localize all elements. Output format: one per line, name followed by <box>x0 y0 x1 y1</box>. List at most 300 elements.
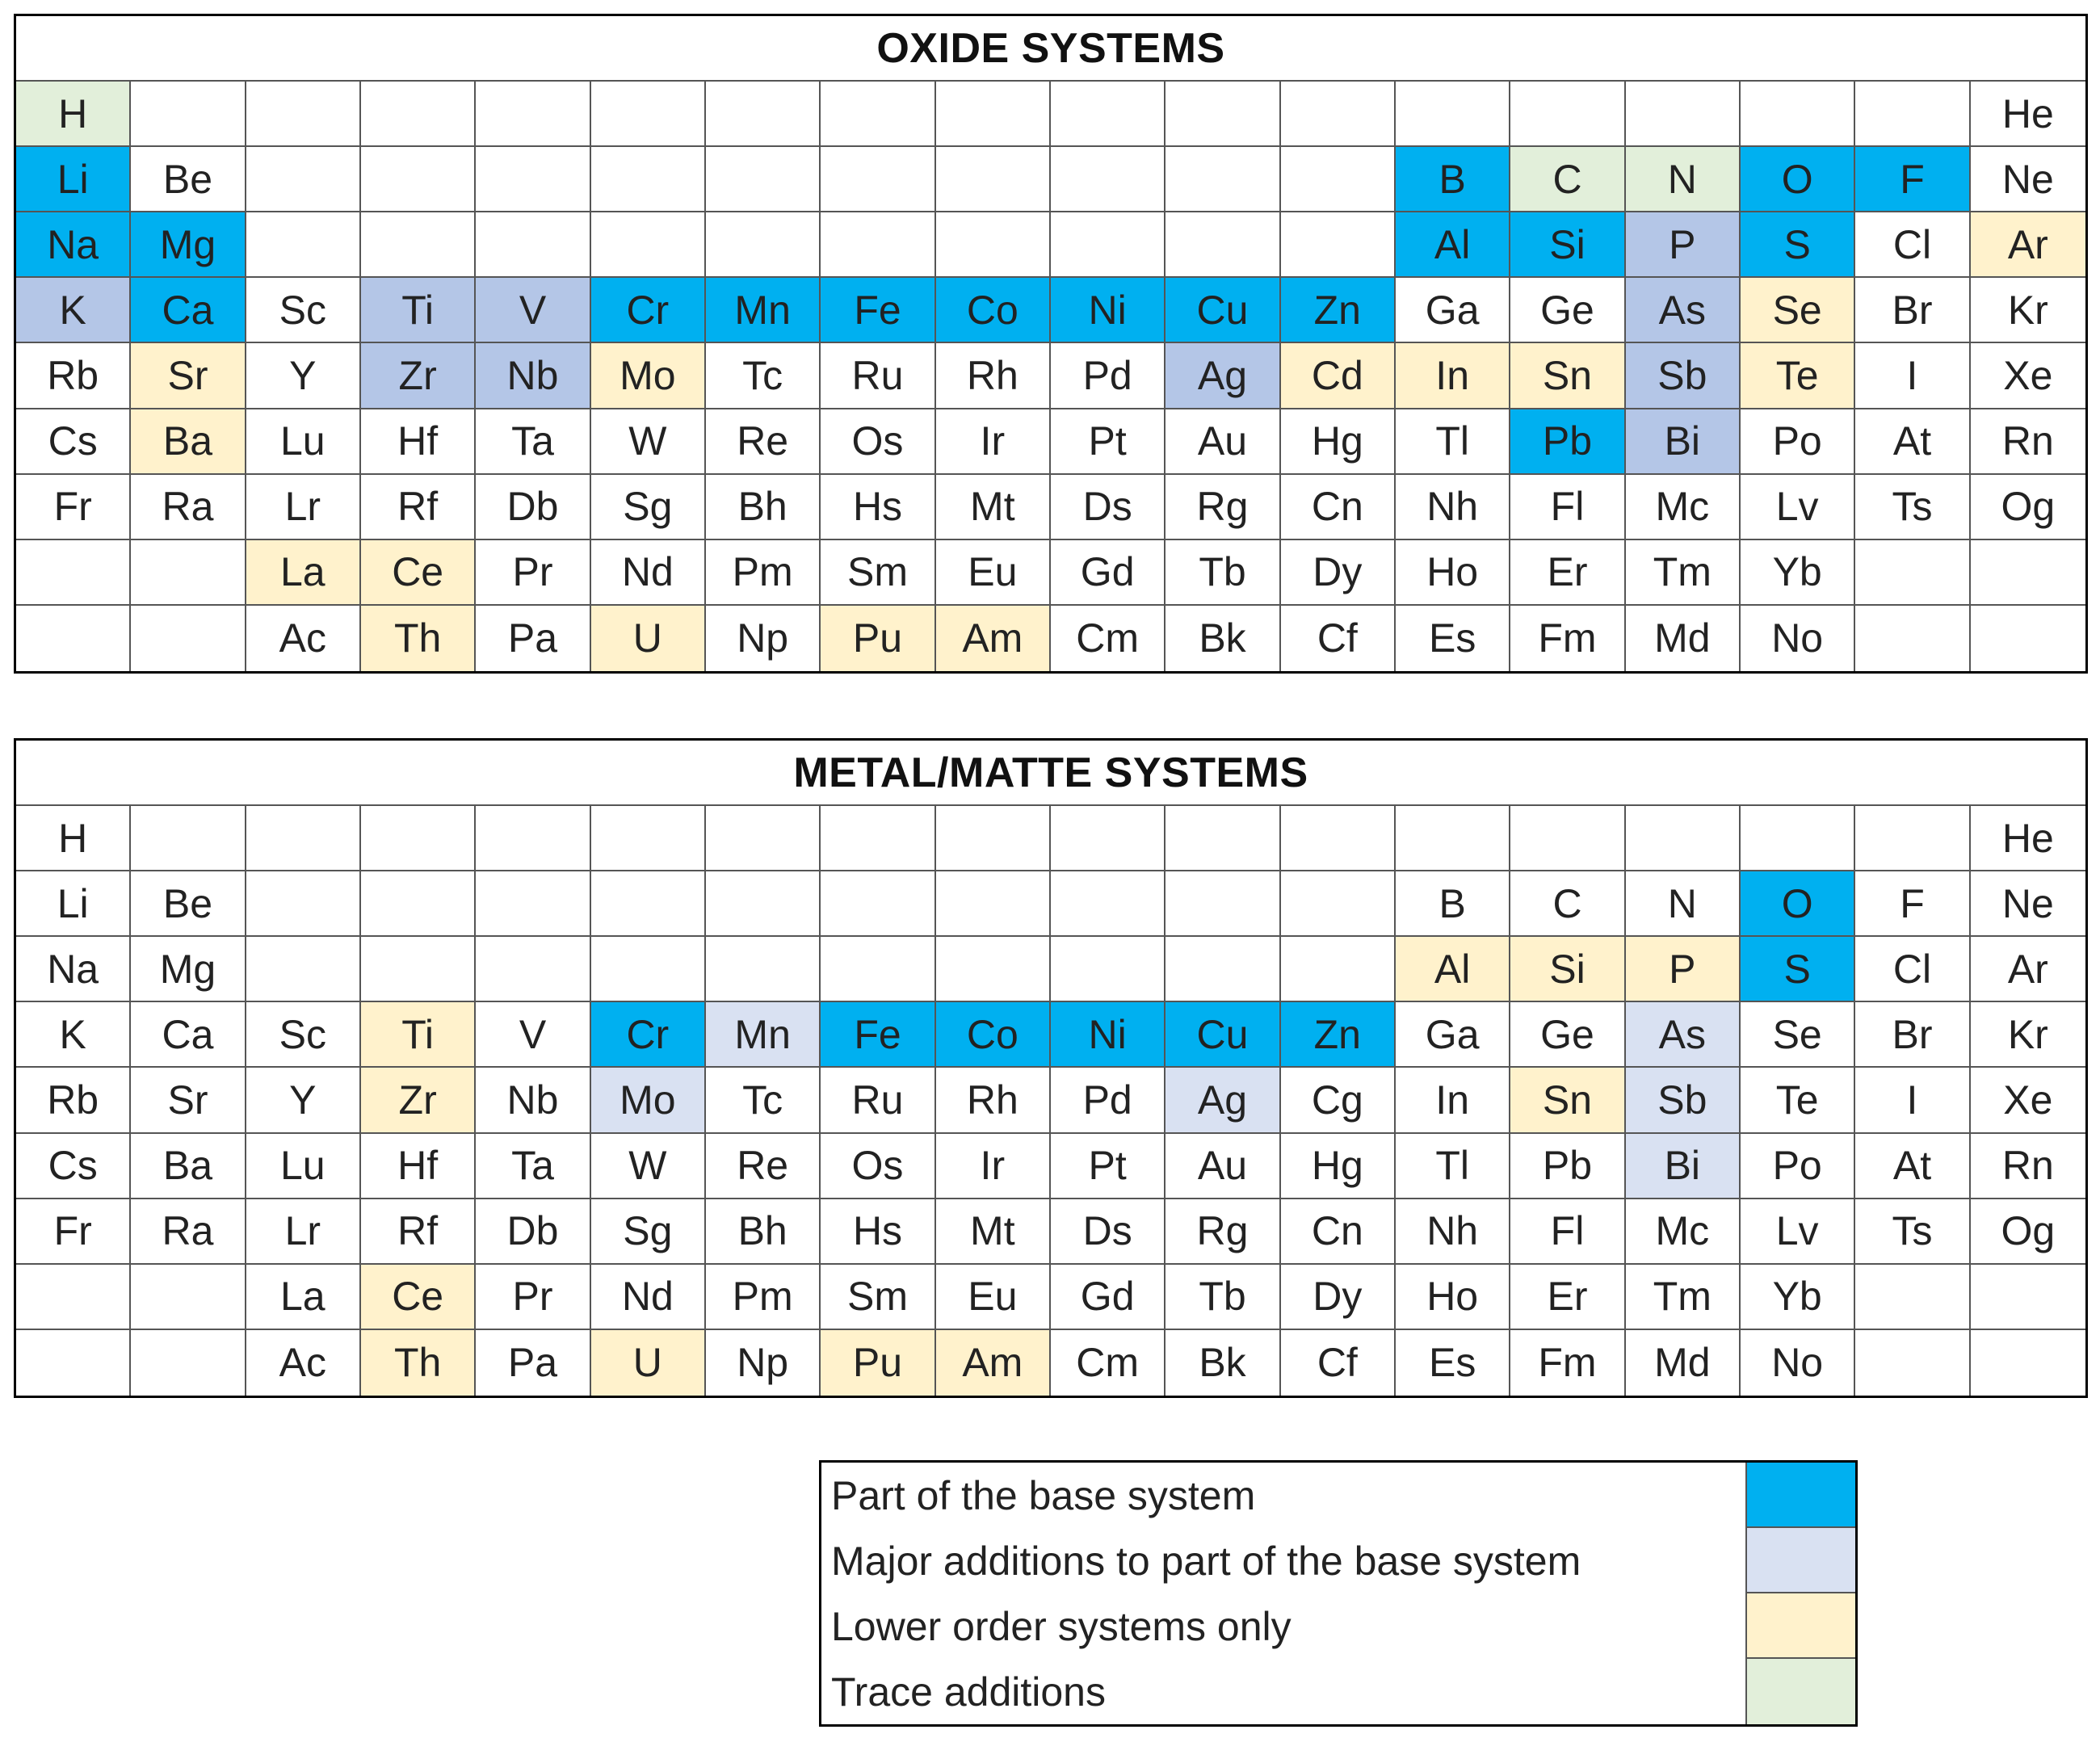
element-cell-lv: Lv <box>1741 1199 1855 1265</box>
empty-cell <box>1971 1265 2085 1330</box>
element-cell-sn: Sn <box>1510 343 1625 409</box>
empty-cell <box>821 937 935 1002</box>
element-cell-hs: Hs <box>821 475 935 540</box>
empty-cell <box>361 937 476 1002</box>
element-cell-te: Te <box>1741 1068 1855 1133</box>
element-cell-th: Th <box>361 1330 476 1396</box>
element-cell-xe: Xe <box>1971 1068 2085 1133</box>
empty-cell <box>591 871 706 937</box>
empty-cell <box>1166 147 1280 212</box>
element-cell-mg: Mg <box>131 937 246 1002</box>
element-cell-f: F <box>1855 871 1970 937</box>
element-cell-ru: Ru <box>821 343 935 409</box>
element-cell-no: No <box>1741 1330 1855 1396</box>
element-cell-cu: Cu <box>1166 1002 1280 1068</box>
empty-cell <box>246 806 361 871</box>
element-cell-sg: Sg <box>591 1199 706 1265</box>
empty-cell <box>246 937 361 1002</box>
element-cell-pt: Pt <box>1051 409 1166 475</box>
empty-cell <box>591 82 706 147</box>
empty-cell <box>591 212 706 278</box>
element-cell-mo: Mo <box>591 343 706 409</box>
empty-cell <box>1051 937 1166 1002</box>
table-title: METAL/MATTE SYSTEMS <box>16 741 2085 806</box>
element-cell-cm: Cm <box>1051 606 1166 671</box>
element-cell-hf: Hf <box>361 409 476 475</box>
empty-cell <box>821 82 935 147</box>
element-cell-sm: Sm <box>821 540 935 606</box>
element-cell-no: No <box>1741 606 1855 671</box>
element-cell-te: Te <box>1741 343 1855 409</box>
element-cell-lv: Lv <box>1741 475 1855 540</box>
legend-label: Part of the base system <box>831 1472 1256 1518</box>
empty-cell <box>936 806 1051 871</box>
element-cell-eu: Eu <box>936 1265 1051 1330</box>
empty-cell <box>591 937 706 1002</box>
table-title: OXIDE SYSTEMS <box>16 16 2085 82</box>
element-cell-pr: Pr <box>476 540 590 606</box>
empty-cell <box>1855 1330 1970 1396</box>
element-cell-re: Re <box>706 1134 821 1199</box>
element-cell-br: Br <box>1855 1002 1970 1068</box>
element-cell-og: Og <box>1971 1199 2085 1265</box>
element-cell-sn: Sn <box>1510 1068 1625 1133</box>
element-cell-si: Si <box>1510 937 1625 1002</box>
empty-cell <box>1051 871 1166 937</box>
element-cell-s: S <box>1741 937 1855 1002</box>
empty-cell <box>131 606 246 671</box>
element-cell-ga: Ga <box>1396 278 1510 343</box>
metal-matte-systems-table <box>14 738 2088 1398</box>
element-cell-p: P <box>1626 212 1741 278</box>
element-cell-eu: Eu <box>936 540 1051 606</box>
element-cell-po: Po <box>1741 409 1855 475</box>
element-cell-ds: Ds <box>1051 475 1166 540</box>
element-cell-gd: Gd <box>1051 1265 1166 1330</box>
empty-cell <box>1971 606 2085 671</box>
empty-cell <box>1166 212 1280 278</box>
element-cell-fl: Fl <box>1510 475 1625 540</box>
empty-cell <box>1510 82 1625 147</box>
element-cell-nh: Nh <box>1396 475 1510 540</box>
empty-cell <box>936 212 1051 278</box>
element-cell-ne: Ne <box>1971 871 2085 937</box>
element-cell-ir: Ir <box>936 409 1051 475</box>
element-cell-as: As <box>1626 1002 1741 1068</box>
element-cell-la: La <box>246 1265 361 1330</box>
element-cell-in: In <box>1396 1068 1510 1133</box>
empty-cell <box>1281 806 1396 871</box>
element-cell-mn: Mn <box>706 278 821 343</box>
element-cell-o: O <box>1741 147 1855 212</box>
empty-cell <box>1166 82 1280 147</box>
empty-cell <box>1051 212 1166 278</box>
element-cell-n: N <box>1626 147 1741 212</box>
element-cell-hs: Hs <box>821 1199 935 1265</box>
element-cell-cs: Cs <box>16 409 131 475</box>
element-cell-ts: Ts <box>1855 475 1970 540</box>
empty-cell <box>131 1330 246 1396</box>
element-cell-tb: Tb <box>1166 1265 1280 1330</box>
element-cell-at: At <box>1855 1134 1970 1199</box>
element-cell-db: Db <box>476 475 590 540</box>
element-cell-be: Be <box>131 147 246 212</box>
empty-cell <box>361 871 476 937</box>
element-cell-es: Es <box>1396 1330 1510 1396</box>
element-cell-y: Y <box>246 1068 361 1133</box>
element-cell-ag: Ag <box>1166 1068 1280 1133</box>
element-cell-pm: Pm <box>706 1265 821 1330</box>
element-cell-cg: Cg <box>1281 1068 1396 1133</box>
element-cell-bh: Bh <box>706 475 821 540</box>
element-cell-tc: Tc <box>706 343 821 409</box>
element-cell-ge: Ge <box>1510 1002 1625 1068</box>
element-cell-u: U <box>591 606 706 671</box>
element-cell-rb: Rb <box>16 343 131 409</box>
element-cell-er: Er <box>1510 540 1625 606</box>
element-cell-zn: Zn <box>1281 1002 1396 1068</box>
element-cell-la: La <box>246 540 361 606</box>
empty-cell <box>1281 212 1396 278</box>
empty-cell <box>1281 82 1396 147</box>
element-cell-ba: Ba <box>131 1134 246 1199</box>
element-cell-na: Na <box>16 937 131 1002</box>
empty-cell <box>131 82 246 147</box>
element-cell-rb: Rb <box>16 1068 131 1133</box>
element-cell-y: Y <box>246 343 361 409</box>
legend-label: Trace additions <box>831 1669 1106 1715</box>
empty-cell <box>936 937 1051 1002</box>
element-cell-fr: Fr <box>16 1199 131 1265</box>
element-cell-cn: Cn <box>1281 1199 1396 1265</box>
element-cell-lr: Lr <box>246 1199 361 1265</box>
empty-cell <box>131 540 246 606</box>
element-cell-nd: Nd <box>591 1265 706 1330</box>
element-cell-u: U <box>591 1330 706 1396</box>
empty-cell <box>16 540 131 606</box>
element-cell-tl: Tl <box>1396 409 1510 475</box>
empty-cell <box>1741 82 1855 147</box>
empty-cell <box>16 606 131 671</box>
element-cell-pd: Pd <box>1051 343 1166 409</box>
element-cell-li: Li <box>16 147 131 212</box>
element-cell-np: Np <box>706 606 821 671</box>
element-cell-dy: Dy <box>1281 540 1396 606</box>
element-cell-rg: Rg <box>1166 475 1280 540</box>
empty-cell <box>476 871 590 937</box>
element-cell-zn: Zn <box>1281 278 1396 343</box>
element-cell-ts: Ts <box>1855 1199 1970 1265</box>
element-cell-v: V <box>476 278 590 343</box>
empty-cell <box>821 806 935 871</box>
empty-cell <box>1855 806 1970 871</box>
element-cell-h: H <box>16 82 131 147</box>
element-cell-lr: Lr <box>246 475 361 540</box>
element-cell-se: Se <box>1741 278 1855 343</box>
empty-cell <box>476 937 590 1002</box>
element-cell-ti: Ti <box>361 1002 476 1068</box>
empty-cell <box>1510 806 1625 871</box>
empty-cell <box>706 147 821 212</box>
element-cell-sb: Sb <box>1626 1068 1741 1133</box>
element-cell-ni: Ni <box>1051 1002 1166 1068</box>
element-cell-cl: Cl <box>1855 212 1970 278</box>
element-cell-nb: Nb <box>476 1068 590 1133</box>
element-cell-at: At <box>1855 409 1970 475</box>
element-cell-cr: Cr <box>591 278 706 343</box>
element-cell-hf: Hf <box>361 1134 476 1199</box>
element-cell-k: K <box>16 278 131 343</box>
empty-cell <box>131 1265 246 1330</box>
element-cell-tl: Tl <box>1396 1134 1510 1199</box>
element-cell-co: Co <box>936 1002 1051 1068</box>
empty-cell <box>1396 806 1510 871</box>
empty-cell <box>1281 871 1396 937</box>
element-cell-yb: Yb <box>1741 540 1855 606</box>
empty-cell <box>821 147 935 212</box>
empty-cell <box>591 147 706 212</box>
element-cell-al: Al <box>1396 937 1510 1002</box>
empty-cell <box>1166 806 1280 871</box>
element-cell-ds: Ds <box>1051 1199 1166 1265</box>
empty-cell <box>1855 82 1970 147</box>
element-cell-si: Si <box>1510 212 1625 278</box>
empty-cell <box>1855 606 1970 671</box>
element-cell-v: V <box>476 1002 590 1068</box>
element-cell-tc: Tc <box>706 1068 821 1133</box>
element-cell-sr: Sr <box>131 1068 246 1133</box>
element-cell-pd: Pd <box>1051 1068 1166 1133</box>
empty-cell <box>1281 147 1396 212</box>
empty-cell <box>476 212 590 278</box>
element-cell-rn: Rn <box>1971 409 2085 475</box>
empty-cell <box>1396 82 1510 147</box>
empty-cell <box>706 806 821 871</box>
element-cell-ca: Ca <box>131 1002 246 1068</box>
element-cell-nh: Nh <box>1396 1199 1510 1265</box>
element-cell-k: K <box>16 1002 131 1068</box>
element-grid <box>16 82 2085 671</box>
element-cell-n: N <box>1626 871 1741 937</box>
element-cell-w: W <box>591 409 706 475</box>
element-cell-zr: Zr <box>361 343 476 409</box>
element-cell-f: F <box>1855 147 1970 212</box>
element-cell-rn: Rn <box>1971 1134 2085 1199</box>
element-cell-fm: Fm <box>1510 1330 1625 1396</box>
element-cell-c: C <box>1510 147 1625 212</box>
empty-cell <box>936 147 1051 212</box>
element-cell-gd: Gd <box>1051 540 1166 606</box>
element-cell-ho: Ho <box>1396 540 1510 606</box>
empty-cell <box>246 212 361 278</box>
element-cell-pu: Pu <box>821 606 935 671</box>
element-cell-lu: Lu <box>246 1134 361 1199</box>
element-cell-ac: Ac <box>246 1330 361 1396</box>
empty-cell <box>1626 806 1741 871</box>
empty-cell <box>361 147 476 212</box>
element-cell-tm: Tm <box>1626 540 1741 606</box>
element-cell-rh: Rh <box>936 343 1051 409</box>
empty-cell <box>936 871 1051 937</box>
element-cell-ga: Ga <box>1396 1002 1510 1068</box>
element-cell-pb: Pb <box>1510 1134 1625 1199</box>
element-cell-bh: Bh <box>706 1199 821 1265</box>
element-cell-ra: Ra <box>131 1199 246 1265</box>
element-cell-ac: Ac <box>246 606 361 671</box>
element-cell-er: Er <box>1510 1265 1625 1330</box>
element-cell-fl: Fl <box>1510 1199 1625 1265</box>
empty-cell <box>1855 1265 1970 1330</box>
element-cell-co: Co <box>936 278 1051 343</box>
element-cell-db: Db <box>476 1199 590 1265</box>
element-cell-fe: Fe <box>821 1002 935 1068</box>
element-cell-np: Np <box>706 1330 821 1396</box>
element-cell-hg: Hg <box>1281 409 1396 475</box>
element-cell-os: Os <box>821 409 935 475</box>
element-cell-rh: Rh <box>936 1068 1051 1133</box>
element-cell-md: Md <box>1626 606 1741 671</box>
empty-cell <box>706 82 821 147</box>
empty-cell <box>1971 1330 2085 1396</box>
legend-label: Lower order systems only <box>831 1603 1292 1649</box>
element-cell-c: C <box>1510 871 1625 937</box>
element-cell-br: Br <box>1855 278 1970 343</box>
element-cell-hg: Hg <box>1281 1134 1396 1199</box>
element-cell-nb: Nb <box>476 343 590 409</box>
element-cell-sg: Sg <box>591 475 706 540</box>
element-cell-pr: Pr <box>476 1265 590 1330</box>
element-cell-na: Na <box>16 212 131 278</box>
element-cell-ar: Ar <box>1971 937 2085 1002</box>
empty-cell <box>361 82 476 147</box>
element-cell-sr: Sr <box>131 343 246 409</box>
element-cell-pm: Pm <box>706 540 821 606</box>
empty-cell <box>591 806 706 871</box>
element-cell-am: Am <box>936 606 1051 671</box>
oxide-systems-table <box>14 14 2088 674</box>
element-cell-zr: Zr <box>361 1068 476 1133</box>
element-cell-b: B <box>1396 147 1510 212</box>
element-cell-os: Os <box>821 1134 935 1199</box>
empty-cell <box>1166 937 1280 1002</box>
element-cell-ni: Ni <box>1051 278 1166 343</box>
element-cell-sc: Sc <box>246 1002 361 1068</box>
element-cell-kr: Kr <box>1971 1002 2085 1068</box>
empty-cell <box>1855 540 1970 606</box>
empty-cell <box>1281 937 1396 1002</box>
element-cell-rg: Rg <box>1166 1199 1280 1265</box>
element-cell-cf: Cf <box>1281 1330 1396 1396</box>
element-cell-pa: Pa <box>476 1330 590 1396</box>
element-cell-ce: Ce <box>361 1265 476 1330</box>
empty-cell <box>821 871 935 937</box>
legend-swatch <box>1745 1528 1855 1593</box>
element-cell-mo: Mo <box>591 1068 706 1133</box>
element-cell-ar: Ar <box>1971 212 2085 278</box>
element-cell-cd: Cd <box>1281 343 1396 409</box>
element-cell-fm: Fm <box>1510 606 1625 671</box>
element-cell-se: Se <box>1741 1002 1855 1068</box>
element-cell-th: Th <box>361 606 476 671</box>
element-cell-fr: Fr <box>16 475 131 540</box>
element-cell-h: H <box>16 806 131 871</box>
element-cell-rf: Rf <box>361 1199 476 1265</box>
element-grid <box>16 806 2085 1396</box>
element-cell-o: O <box>1741 871 1855 937</box>
legend-label: Major additions to part of the base system <box>831 1538 1581 1584</box>
element-cell-ne: Ne <box>1971 147 2085 212</box>
element-cell-fe: Fe <box>821 278 935 343</box>
empty-cell <box>1971 540 2085 606</box>
element-cell-pt: Pt <box>1051 1134 1166 1199</box>
element-cell-lu: Lu <box>246 409 361 475</box>
element-cell-he: He <box>1971 82 2085 147</box>
empty-cell <box>1051 806 1166 871</box>
element-cell-re: Re <box>706 409 821 475</box>
element-cell-mn: Mn <box>706 1002 821 1068</box>
element-cell-xe: Xe <box>1971 343 2085 409</box>
element-cell-am: Am <box>936 1330 1051 1396</box>
element-cell-li: Li <box>16 871 131 937</box>
element-cell-ir: Ir <box>936 1134 1051 1199</box>
element-cell-pa: Pa <box>476 606 590 671</box>
empty-cell <box>1051 147 1166 212</box>
element-cell-ge: Ge <box>1510 278 1625 343</box>
element-cell-al: Al <box>1396 212 1510 278</box>
element-cell-ce: Ce <box>361 540 476 606</box>
element-cell-w: W <box>591 1134 706 1199</box>
element-cell-cn: Cn <box>1281 475 1396 540</box>
empty-cell <box>16 1330 131 1396</box>
empty-cell <box>706 937 821 1002</box>
element-cell-pb: Pb <box>1510 409 1625 475</box>
element-cell-p: P <box>1626 937 1741 1002</box>
empty-cell <box>821 212 935 278</box>
element-cell-mt: Mt <box>936 475 1051 540</box>
element-cell-mt: Mt <box>936 1199 1051 1265</box>
element-cell-i: I <box>1855 1068 1970 1133</box>
element-cell-ba: Ba <box>131 409 246 475</box>
element-cell-i: I <box>1855 343 1970 409</box>
empty-cell <box>476 806 590 871</box>
element-cell-yb: Yb <box>1741 1265 1855 1330</box>
element-cell-tm: Tm <box>1626 1265 1741 1330</box>
element-cell-be: Be <box>131 871 246 937</box>
empty-cell <box>246 871 361 937</box>
element-cell-ta: Ta <box>476 409 590 475</box>
element-cell-mg: Mg <box>131 212 246 278</box>
element-cell-cr: Cr <box>591 1002 706 1068</box>
element-cell-og: Og <box>1971 475 2085 540</box>
element-cell-as: As <box>1626 278 1741 343</box>
element-cell-es: Es <box>1396 606 1510 671</box>
element-cell-ru: Ru <box>821 1068 935 1133</box>
element-cell-mc: Mc <box>1626 1199 1741 1265</box>
element-cell-bk: Bk <box>1166 1330 1280 1396</box>
element-cell-nd: Nd <box>591 540 706 606</box>
element-cell-au: Au <box>1166 409 1280 475</box>
element-cell-cs: Cs <box>16 1134 131 1199</box>
element-cell-cl: Cl <box>1855 937 1970 1002</box>
empty-cell <box>361 806 476 871</box>
element-cell-sm: Sm <box>821 1265 935 1330</box>
element-cell-ag: Ag <box>1166 343 1280 409</box>
empty-cell <box>706 212 821 278</box>
empty-cell <box>246 147 361 212</box>
element-cell-kr: Kr <box>1971 278 2085 343</box>
empty-cell <box>16 1265 131 1330</box>
legend-swatch <box>1745 1659 1855 1724</box>
